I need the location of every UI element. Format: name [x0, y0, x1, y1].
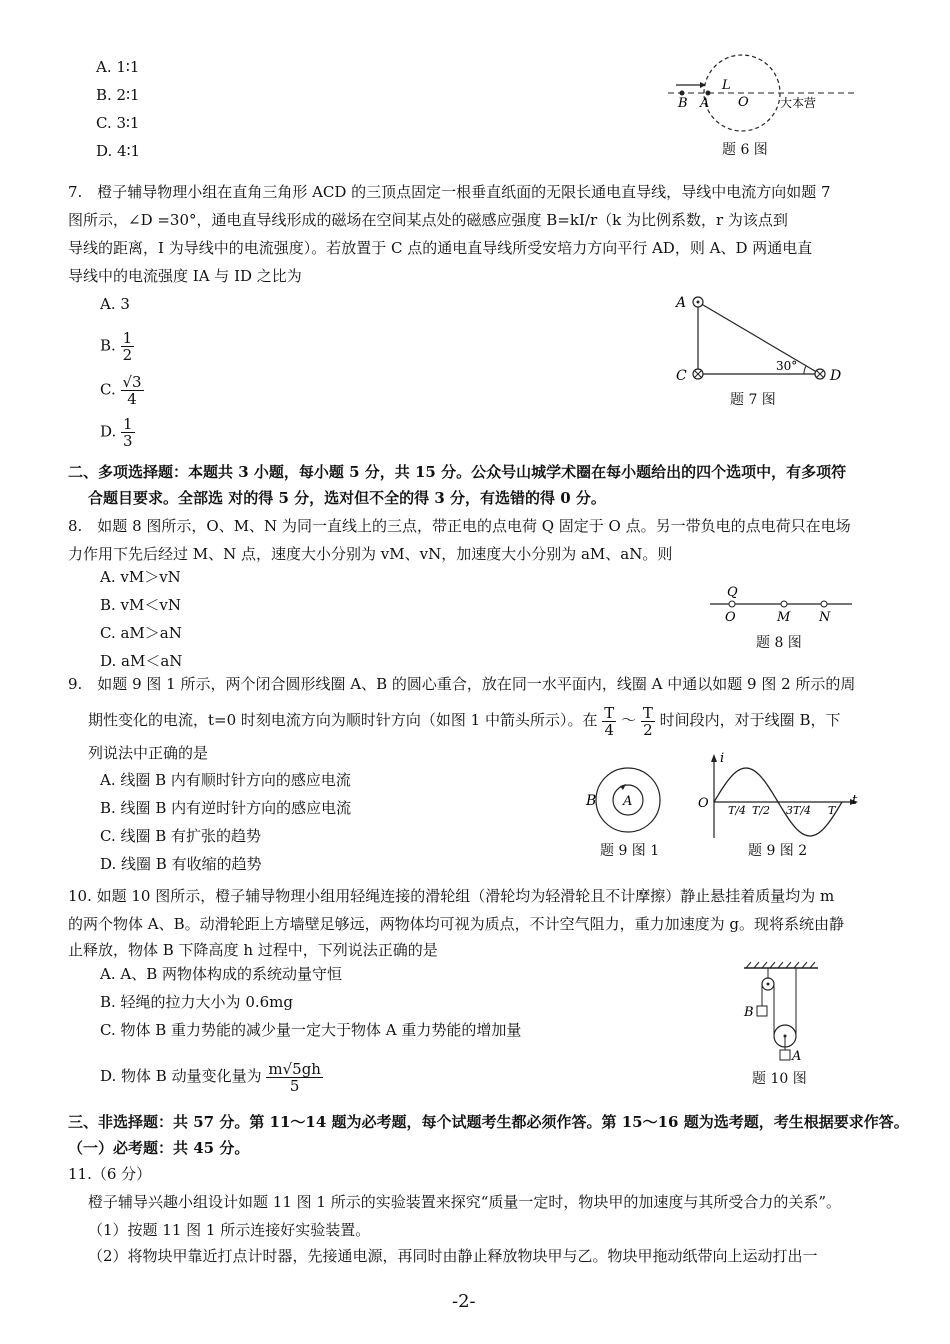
q8-figure	[700, 578, 860, 628]
q7-stem-line-3: 导线的距离，I 为导线中的电流强度）。若放置于 C 点的通电直导线所受安培力方向平行 AD，则 A、D 两通电直	[68, 239, 813, 257]
q6-figure	[660, 45, 860, 135]
section2-heading-line-1: 二、多项选择题：本题共 3 小题，每小题 5 分，共 15 分。公众号山城学术圈在每小题给出的四个选项中，有多项符	[68, 463, 847, 481]
q9-stem-line-2: 期性变化的电流，t=0 时刻电流方向为顺时针方向（如图 1 中箭头所示）。在 $\frac{T}{4}$ ～ $\frac{T}{2}$ 时间段内，对于线圈 B，下	[88, 703, 841, 739]
q9-figure-1-caption: 题 9 图 1	[600, 843, 660, 859]
q6-label-l: L	[722, 78, 731, 93]
q9-fig1-label-b: B	[586, 793, 597, 809]
q10-option-c: C. 物体 B 重力势能的减少量一定大于物体 A 重力势能的增加量	[100, 1021, 522, 1039]
q11-line-2: （1）按题 11 图 1 所示连接好实验装置。	[88, 1221, 371, 1239]
q8-label-q: Q	[727, 585, 738, 600]
q10-figure-caption: 题 10 图	[752, 1071, 807, 1087]
q7-option-c: C. $\frac{√3}{4}$	[100, 373, 142, 408]
q6-option-a: A. 1∶1	[96, 58, 140, 76]
q9-option-a: A. 线圈 B 内有顺时针方向的感应电流	[100, 771, 351, 789]
q10-option-b: B. 轻绳的拉力大小为 0.6mg	[100, 993, 294, 1011]
q8-stem-line-2: 力作用下先后经过 M、N 点，速度大小分别为 vM、vN，加速度大小分别为 aM、aN。则	[68, 545, 673, 563]
q6-label-b: B	[678, 96, 688, 111]
q6-label-o: O	[738, 95, 749, 110]
q9-figure-2	[692, 752, 867, 840]
q11-number: 11.（6 分）	[68, 1165, 152, 1183]
q9-figure-2-caption: 题 9 图 2	[748, 843, 808, 859]
q10-label-a: A	[792, 1049, 802, 1064]
q11-line-3: （2）将物块甲靠近打点计时器，先接通电源，再同时由静止释放物块甲与乙。物块甲拖动纸带向上运动打出一	[88, 1247, 818, 1265]
q8-option-c: C. aM＞aN	[100, 624, 182, 642]
q10-stem-line-2: 的两个物体 A、B。动滑轮距上方墙壁足够远，两物体均可视为质点，不计空气阻力，重力加速度为 g。现将系统由静	[68, 915, 844, 933]
q7-stem-line-1: 7. 橙子辅导物理小组在直角三角形 ACD 的三顶点固定一根垂直纸面的无限长通电直导线，导线中电流方向如题 7	[68, 183, 831, 201]
q8-option-a: A. vM＞vN	[100, 568, 181, 586]
q6-figure-caption: 题 6 图	[722, 142, 768, 158]
q9-option-b: B. 线圈 B 内有逆时针方向的感应电流	[100, 799, 352, 817]
q9-option-d: D. 线圈 B 有收缩的趋势	[100, 855, 262, 873]
q7-figure-caption: 题 7 图	[730, 392, 776, 408]
q8-stem-line-1: 8. 如题 8 图所示，O、M、N 为同一直线上的三点，带正电的点电荷 Q 固定于 O 点。另一带负电的点电荷只在电场	[68, 517, 851, 535]
q7-figure	[668, 290, 858, 390]
q10-stem-line-3: 止释放，物体 B 下降高度 h 过程中，下列说法正确的是	[68, 941, 438, 959]
q8-option-d: D. aM＜aN	[100, 652, 183, 670]
q10-stem-line-1: 10. 如题 10 图所示，橙子辅导物理小组用轻绳连接的滑轮组（滑轮均为轻滑轮且不计摩擦）静止悬挂着质量均为 m	[68, 887, 835, 905]
q6-label-a: A	[700, 96, 710, 111]
q7-label-d: D	[830, 368, 842, 384]
q7-stem-line-2: 图所示，∠D =30°，通电直导线形成的磁场在空间某点处的磁感应强度 B=kI/r（k 为比例系数，r 为该点到	[68, 211, 788, 229]
q9-fig2-tick-t2: T/2	[752, 804, 771, 817]
q9-fig2-tick-3t4: 3T/4	[786, 804, 812, 817]
q8-label-n: N	[819, 610, 831, 625]
q10-option-d: D. 物体 B 动量变化量为 $\frac{m√5gh}{5}$	[100, 1059, 321, 1095]
q7-label-c: C	[676, 368, 687, 384]
q11-line-1: 橙子辅导兴趣小组设计如题 11 图 1 所示的实验装置来探究“质量一定时，物块甲的加速度与其所受合力的关系”。	[88, 1193, 842, 1211]
page-number: -2-	[452, 1291, 476, 1312]
q10-option-a: A. A、B 两物体构成的系统动量守恒	[100, 965, 342, 983]
q7-option-d: D. $\frac{1}{3}$	[100, 415, 133, 450]
q9-fig2-label-o: O	[698, 796, 709, 811]
q9-stem-line-1: 9. 如题 9 图 1 所示，两个闭合圆形线圈 A、B 的圆心重合，放在同一水平面内，线圈 A 中通以如题 9 图 2 所示的周	[68, 675, 856, 693]
q6-label-extra: 大本营	[780, 96, 817, 110]
q9-stem-line-3: 列说法中正确的是	[88, 744, 209, 762]
q6-option-d: D. 4∶1	[96, 142, 141, 160]
q9-fig2-label-i: i	[720, 752, 725, 766]
q6-option-c: C. 3∶1	[96, 114, 140, 132]
q8-label-m: M	[777, 610, 791, 625]
q9-fig2-tick-t: T	[828, 804, 836, 817]
q9-fig2-label-t: t	[852, 793, 858, 808]
q10-label-b: B	[744, 1005, 754, 1020]
q10-figure	[730, 958, 830, 1068]
q8-figure-caption: 题 8 图	[756, 635, 802, 651]
section3-heading-line-2: （一）必考题：共 45 分。	[68, 1139, 250, 1157]
q7-option-b: B. $\frac{1}{2}$	[100, 329, 133, 364]
q6-option-b: B. 2∶1	[96, 86, 140, 104]
q7-option-a: A. 3	[100, 295, 130, 313]
q8-option-b: B. vM＜vN	[100, 596, 181, 614]
q9-fig2-tick-t4: T/4	[728, 804, 747, 817]
q7-label-angle: 30°	[776, 359, 798, 373]
section2-heading-line-2: 合题目要求。全部选 对的得 5 分，选对但不全的得 3 分，有选错的得 0 分。	[88, 489, 606, 507]
section3-heading-line-1: 三、非选择题：共 57 分。第 11～14 题为必考题，每个试题考生都必须作答。第 15～16 题为选考题，考生根据要求作答。	[68, 1113, 909, 1131]
q8-label-o: O	[725, 610, 736, 625]
q9-fig1-label-a: A	[623, 794, 633, 809]
q9-figure-1	[580, 764, 670, 836]
q7-stem-line-4: 导线中的电流强度 IA 与 ID 之比为	[68, 267, 302, 285]
q9-option-c: C. 线圈 B 有扩张的趋势	[100, 827, 262, 845]
q7-label-a: A	[676, 295, 687, 311]
